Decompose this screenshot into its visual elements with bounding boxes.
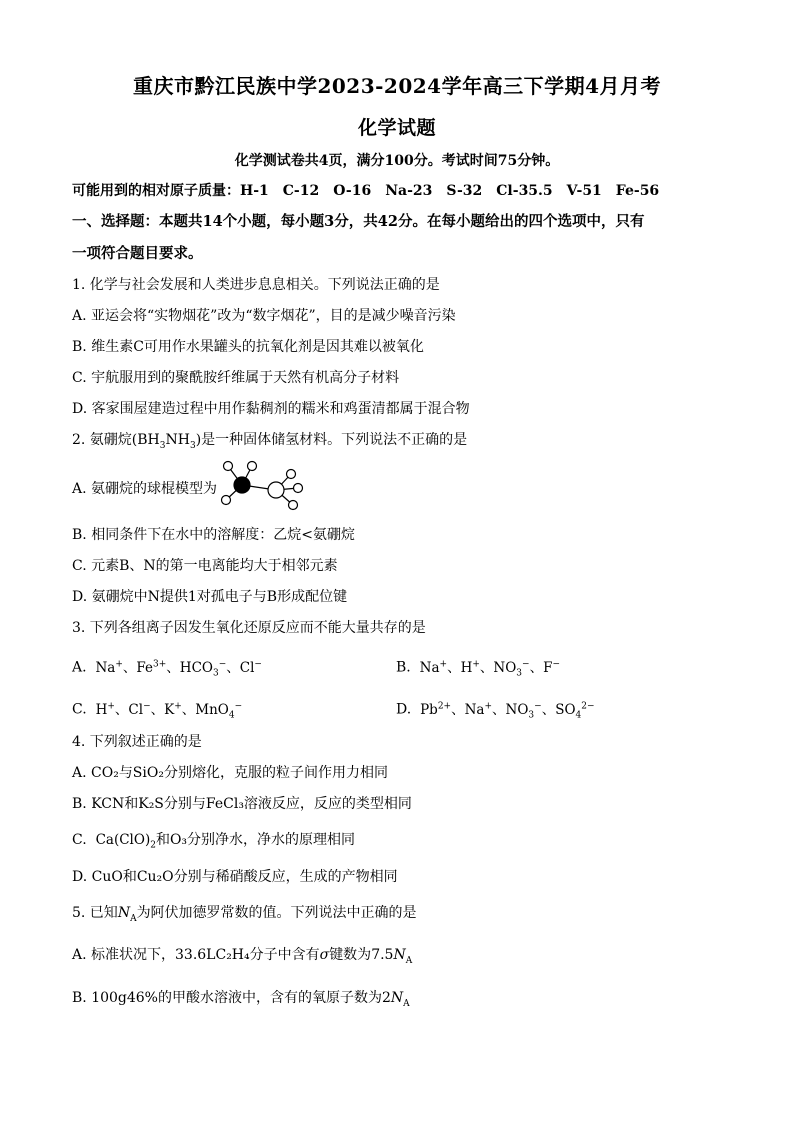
q3-option-c: C. H+、Cl−、K+、MnO$_4$−	[72, 701, 243, 721]
exam-subtitle: 化学试题	[357, 117, 436, 139]
q1-option-d: D. 客家围屋建造过程中用作黏稠剂的糯米和鸡蛋清都属于混合物	[72, 401, 470, 417]
q2-option-b: B. 相同条件下在水中的溶解度：乙烷<氨硼烷	[72, 527, 355, 543]
q1-option-c: C. 宇航服用到的聚酰胺纤维属于天然有机高分子材料	[72, 370, 400, 386]
exam-title: 重庆市黔江民族中学2023-2024学年高三下学期4月月考	[132, 74, 662, 98]
q4-option-b: B. KCN和K₂S分别与FeCl₃溶液反应，反应的类型相同	[72, 796, 412, 812]
q4-option-a: A. CO₂与SiO₂分别熔化，克服的粒子间作用力相同	[72, 765, 388, 781]
q4-option-c: C. $Ca(ClO)_2$和O₃分别净水，净水的原理相同	[72, 832, 356, 851]
q4-option-d: D. CuO和Cu₂O分别与稀硝酸反应，生成的产物相同	[72, 869, 398, 885]
q3-option-b: B. Na+、H+、$NO_3^-$、F−	[396, 659, 560, 679]
section-heading-2: 一项符合题目要求。	[72, 245, 203, 262]
q2-stem: 2. 氨硼烷$(BH_3NH_3)$是一种固体储氢材料。下列说法不正确的是	[72, 432, 468, 451]
q5-option-b: B. 100g46%的甲酸水溶液中，含有的氧原子数为$2N_A$	[72, 990, 410, 1009]
q2-option-d: D. 氨硼烷中N提供1对孤电子与B形成配位键	[72, 589, 348, 605]
q3-option-a: A. Na+、$Fe^{3+}$、$HCO_3^-$、Cl−	[72, 659, 262, 679]
q2-option-a: A. 氨硼烷的球棍模型为	[72, 481, 218, 497]
q1-option-a: A. 亚运会将“实物烟花”改为“数字烟花”，目的是减少噪音污染	[72, 308, 456, 324]
q3-stem: 3. 下列各组离子因发生氧化还原反应而不能大量共存的是	[72, 620, 426, 636]
q4-stem: 4. 下列叙述正确的是	[72, 734, 202, 750]
q1-option-b: B. 维生素C可用作水果罐头的抗氧化剂是因其难以被氧化	[72, 339, 424, 355]
section-heading-1: 一、选择题：本题共14个小题，每小题3分，共42分。在每小题给出的四个选项中，只有	[72, 213, 645, 230]
q5-option-a: A. 标准状况下，33.6LC₂H₄分子中含有σ键数为$7.5N_A$	[72, 947, 413, 966]
q1-stem: 1. 化学与社会发展和人类进步息息相关。下列说法正确的是	[72, 277, 440, 293]
exam-intro: 化学测试卷共4页，满分100分。考试时间75分钟。	[234, 153, 560, 169]
q3-option-d: D. $Pb^{2+}$、Na+、$NO_3^-$、$SO_4^{2-}$	[396, 701, 595, 721]
atomic-mass-line: 可能用到的相对原子质量：H-1 C-12 O-16 Na-23 S-32 Cl-35.5 V-51 Fe-56	[72, 183, 660, 199]
q2-option-c: C. 元素B、N的第一电离能均大于相邻元素	[72, 558, 338, 574]
q5-stem: 5. 已知$N_A$为阿伏加德罗常数的值。下列说法中正确的是	[72, 905, 417, 924]
ball-and-stick-model-icon	[218, 460, 308, 516]
